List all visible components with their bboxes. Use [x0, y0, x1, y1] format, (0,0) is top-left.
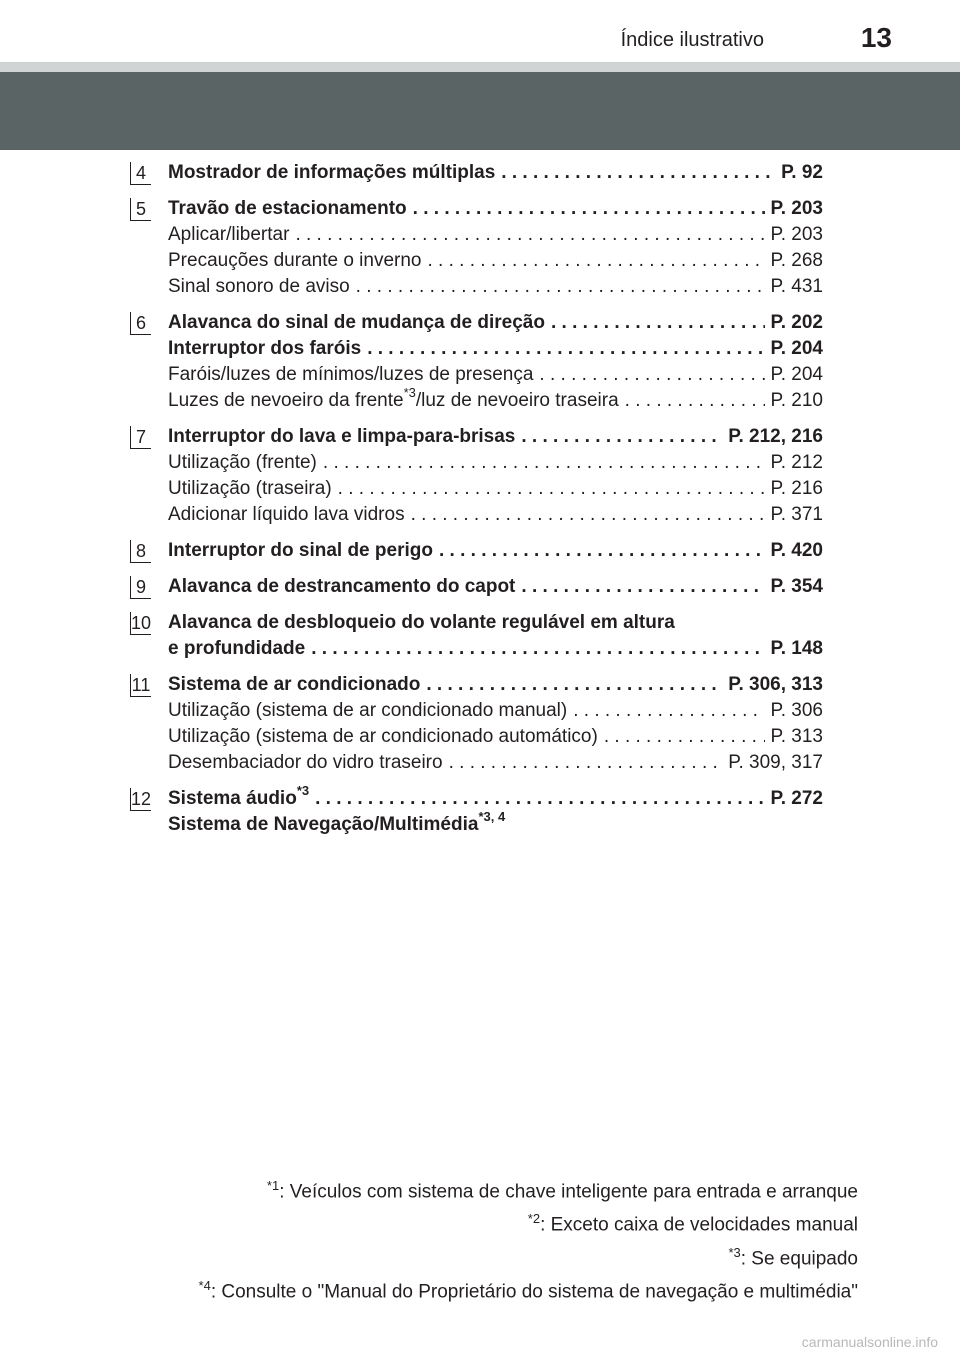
- item-number-badge: 7: [130, 426, 151, 449]
- footnote: [98, 1205, 858, 1238]
- index-heading: [168, 636, 823, 662]
- dot-leader: [604, 724, 765, 750]
- entry-label: [168, 574, 515, 600]
- entry-label-text: Interruptor do sinal de perigo: [168, 540, 433, 561]
- page-reference: P. 216: [770, 478, 823, 499]
- index-entry: [0, 610, 960, 662]
- index-heading: [168, 160, 823, 186]
- entry-label: [168, 476, 332, 502]
- entry-label-text: Utilização (frente): [168, 452, 317, 473]
- page-reference: P. 92: [781, 162, 823, 183]
- index-entry: [0, 672, 960, 776]
- page-reference: P. 210: [770, 390, 823, 411]
- index-heading: [168, 574, 823, 600]
- page-reference: P. 306: [770, 700, 823, 721]
- entry-label: [168, 450, 317, 476]
- page-reference: P. 268: [770, 250, 823, 271]
- index-heading: [168, 424, 823, 450]
- page-reference: P. 420: [770, 540, 823, 561]
- index-subitem: [168, 724, 823, 750]
- page-reference: P. 203: [770, 198, 823, 219]
- entry-label: [168, 362, 533, 388]
- dot-leader: [573, 698, 764, 724]
- entry-label: [168, 160, 495, 186]
- entry-label-text: Utilização (traseira): [168, 478, 332, 499]
- entry-label-text: Utilização (sistema de ar condicionado manual): [168, 700, 568, 721]
- footnote-ref: *3: [296, 782, 310, 798]
- entry-label-text: Sinal sonoro de aviso: [168, 276, 350, 297]
- index-subitem: [168, 362, 823, 388]
- entry-label-text: Precauções durante o inverno: [168, 250, 422, 271]
- dot-leader: [338, 476, 765, 502]
- entry-label-text: e profundidade: [168, 638, 306, 659]
- footnote: [98, 1272, 858, 1305]
- page-reference: P. 202: [770, 312, 823, 333]
- entry-label-text: Utilização (sistema de ar condicionado automático): [168, 726, 598, 747]
- dot-leader: [439, 538, 765, 564]
- dot-leader: [551, 310, 765, 336]
- entry-label: [168, 310, 545, 336]
- entry-label-text: Sistema de Navegação/Multimédia: [168, 814, 479, 835]
- index-subitem: [168, 274, 823, 300]
- index-entry: [0, 574, 960, 600]
- page-reference: P. 272: [770, 788, 823, 809]
- entry-label-text: Alavanca do sinal de mudança de direção: [168, 312, 545, 333]
- index-entry: [0, 196, 960, 300]
- entry-label-text: Interruptor dos faróis: [168, 338, 362, 359]
- section-title: Índice ilustrativo: [620, 29, 764, 51]
- footnote-text: : Veículos com sistema de chave inteligente para entrada e arranque: [279, 1181, 858, 1203]
- dot-leader: [426, 672, 722, 698]
- item-number-badge: 10: [131, 613, 152, 633]
- item-number-badge: 4: [130, 162, 151, 185]
- footnote-mark: *4: [198, 1277, 211, 1293]
- page-reference: P. 306, 313: [728, 674, 823, 695]
- item-number-badge: 6: [130, 312, 151, 335]
- dot-leader: [539, 362, 764, 388]
- page-reference: P. 371: [770, 504, 823, 525]
- dot-leader: [411, 502, 765, 528]
- item-number-badge: 5: [130, 198, 151, 221]
- dot-leader: [323, 450, 765, 476]
- entry-label: [168, 610, 675, 636]
- dot-leader: [501, 160, 775, 186]
- footnote-text: : Consulte o "Manual do Proprietário do sistema de navegação e multimédia": [210, 1281, 858, 1303]
- page-reference: P. 431: [770, 276, 823, 297]
- illustrated-index-list: [0, 160, 960, 848]
- entry-label-text: Travão de estacionamento: [168, 198, 407, 219]
- header-strip: [0, 62, 960, 72]
- footnote-mark: *1: [266, 1178, 280, 1193]
- item-number-badge: 9: [130, 576, 151, 599]
- entry-label-text: Luzes de nevoeiro da frente: [168, 390, 404, 411]
- page-number: 13: [860, 22, 892, 53]
- footnote-mark: *2: [527, 1211, 541, 1227]
- index-subitem: [168, 476, 823, 502]
- item-number-badge: 11: [131, 675, 151, 695]
- dot-leader: [428, 248, 765, 274]
- entry-label: [168, 196, 407, 222]
- index-entry: [0, 310, 960, 414]
- entry-label-text: Faróis/luzes de mínimos/luzes de presença: [168, 364, 534, 385]
- page-reference: P. 212, 216: [728, 426, 823, 447]
- footnote-ref: *3: [403, 384, 416, 400]
- dot-leader: [295, 222, 764, 248]
- index-subitem: [168, 222, 823, 248]
- index-entry: [0, 160, 960, 186]
- page-reference: P. 309, 317: [728, 752, 823, 773]
- dot-leader: [521, 424, 722, 450]
- page-reference: P. 204: [770, 364, 823, 385]
- index-heading: [168, 672, 823, 698]
- dot-leader: [449, 750, 723, 776]
- entry-label: [168, 384, 619, 414]
- index-subitem: [168, 698, 823, 724]
- entry-label-text: Alavanca de destrancamento do capot: [168, 576, 516, 597]
- entry-label: [168, 274, 350, 300]
- index-subitem: [168, 384, 823, 414]
- entry-label-text: Sistema áudio: [168, 788, 297, 809]
- entry-label: [168, 808, 506, 838]
- index-heading: [168, 196, 823, 222]
- dot-leader: [367, 336, 764, 362]
- footnote-text: : Se equipado: [740, 1247, 858, 1269]
- item-number-badge: 8: [130, 540, 151, 563]
- dot-leader: [625, 388, 765, 414]
- dot-leader: [311, 636, 764, 662]
- index-heading: [168, 538, 823, 564]
- entry-label-text: Aplicar/libertar: [168, 224, 290, 245]
- index-heading: [168, 610, 823, 636]
- page-header: [0, 0, 960, 62]
- dot-leader: [356, 274, 765, 300]
- index-subitem: [168, 502, 823, 528]
- footnote: [98, 1172, 858, 1205]
- page-reference: P. 148: [770, 638, 823, 659]
- entry-label-text: Mostrador de informações múltiplas: [168, 162, 496, 183]
- entry-label-text: Desembaciador do vidro traseiro: [168, 752, 443, 773]
- page-reference: P. 204: [770, 338, 823, 359]
- entry-label-text-continued: /luz de nevoeiro traseira: [415, 390, 619, 411]
- index-heading: [168, 310, 823, 336]
- page-reference: P. 212: [770, 452, 823, 473]
- page-reference: P. 313: [770, 726, 823, 747]
- footnote-ref: *3, 4: [478, 808, 506, 824]
- entry-label: [168, 248, 422, 274]
- index-entry: [0, 782, 960, 838]
- entry-label-text: Alavanca de desbloqueio do volante regulável em altura: [168, 612, 675, 633]
- footnote: [98, 1239, 858, 1272]
- entry-label: [168, 636, 305, 662]
- entry-label: [168, 698, 567, 724]
- watermark: carmanualsonline.info: [801, 1334, 938, 1350]
- item-number-badge: 12: [131, 789, 152, 809]
- dot-leader: [413, 196, 765, 222]
- entry-label: [168, 336, 361, 362]
- index-entry: [0, 424, 960, 528]
- footnote-text: : Exceto caixa de velocidades manual: [540, 1214, 858, 1236]
- entry-label: [168, 782, 310, 812]
- page-reference: P. 354: [770, 576, 823, 597]
- page-reference: P. 203: [770, 224, 823, 245]
- footnote-mark: *3: [728, 1244, 741, 1260]
- index-entry: [0, 538, 960, 564]
- entry-label-text: Adicionar líquido lava vidros: [168, 504, 405, 525]
- entry-label: [168, 724, 598, 750]
- footnotes: [98, 1172, 858, 1305]
- index-subitem: [168, 248, 823, 274]
- entry-label: [168, 672, 420, 698]
- entry-label: [168, 750, 443, 776]
- entry-label: [168, 222, 289, 248]
- entry-label: [168, 424, 515, 450]
- entry-label-text: Sistema de ar condicionado: [168, 674, 421, 695]
- index-subitem: [168, 750, 823, 776]
- entry-label: [168, 538, 433, 564]
- index-subitem: [168, 450, 823, 476]
- dot-leader: [315, 786, 764, 812]
- index-heading: [168, 336, 823, 362]
- dot-leader: [521, 574, 764, 600]
- header-band: [0, 72, 960, 150]
- entry-label: [168, 502, 405, 528]
- entry-label-text: Interruptor do lava e limpa-para-brisas: [168, 426, 516, 447]
- index-heading: [168, 808, 823, 838]
